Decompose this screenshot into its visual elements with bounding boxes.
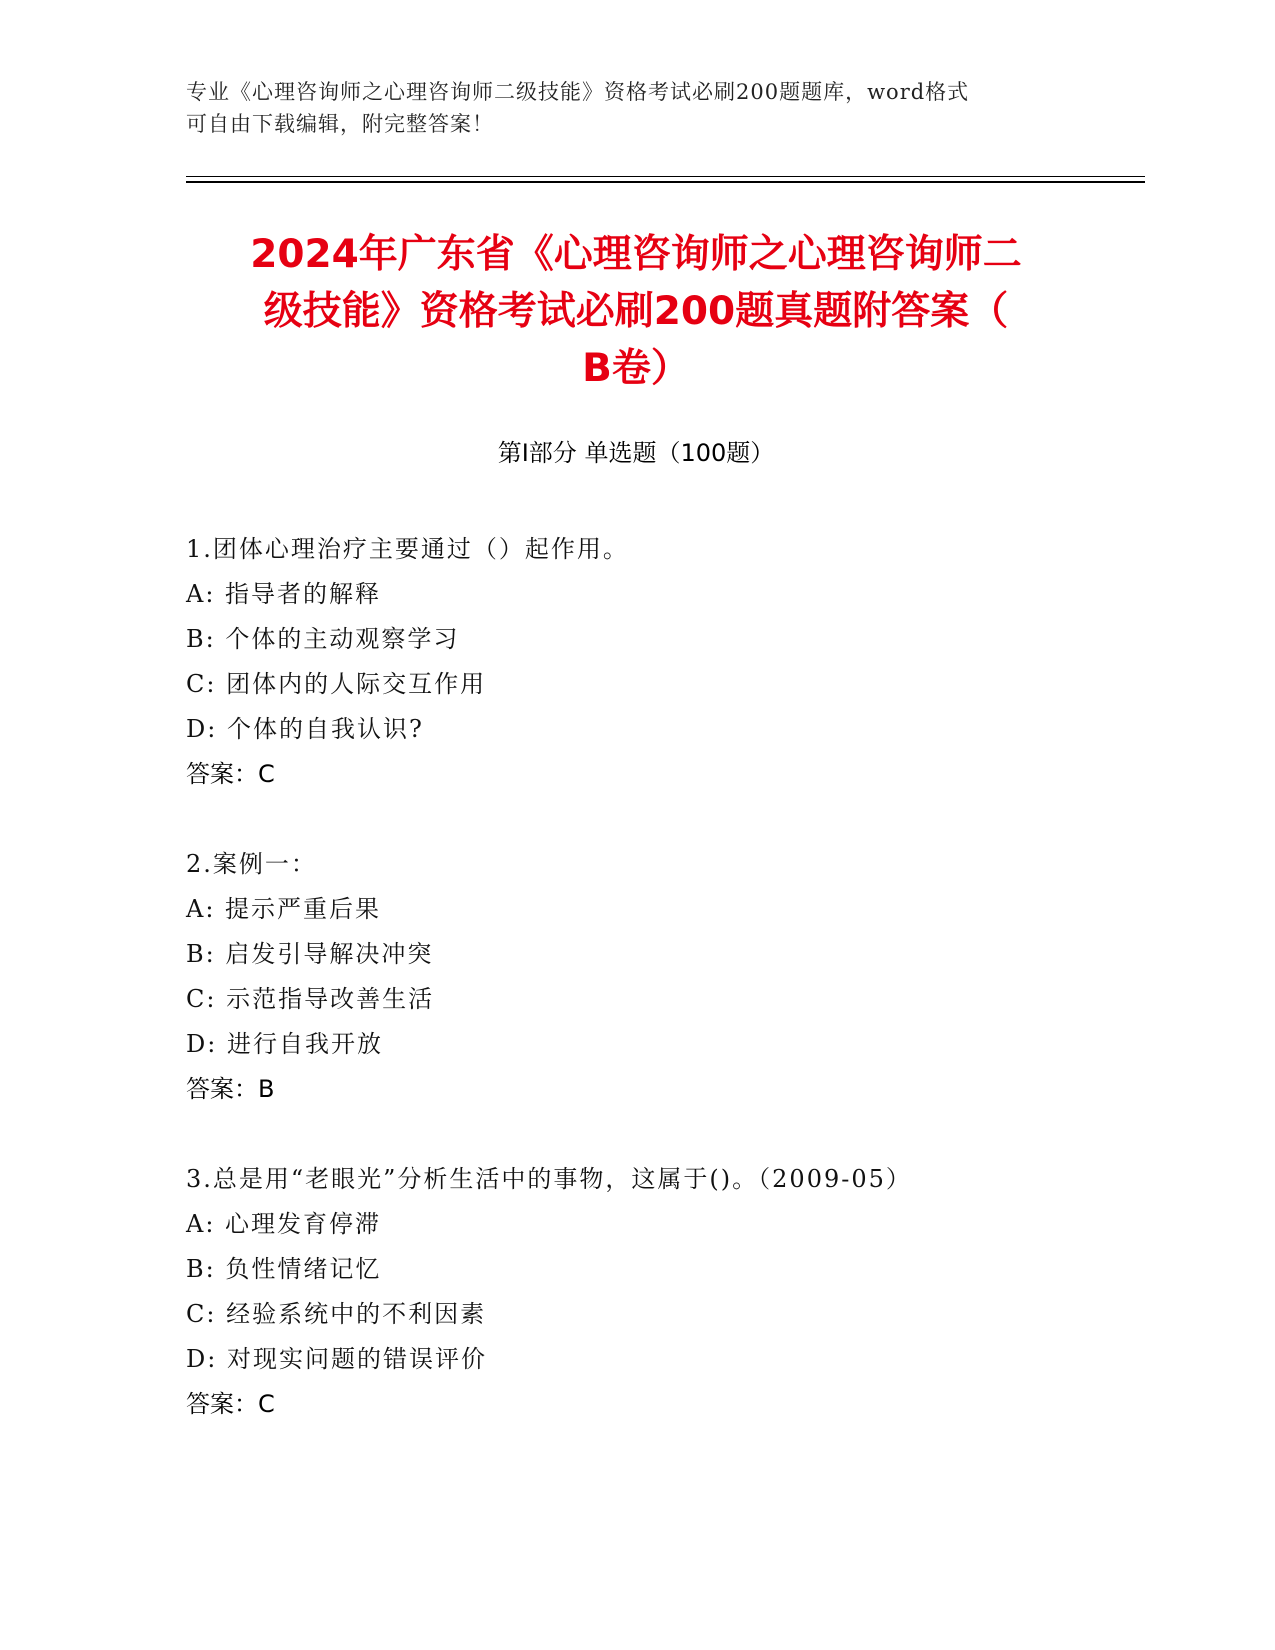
answer-line: 答案：B: [186, 1075, 275, 1103]
option-d: D: 对现实问题的错误评价: [186, 1345, 487, 1373]
header-divider-thin: [186, 176, 1145, 177]
header-note-line: 可自由下载编辑，附完整答案！: [186, 112, 494, 136]
option-b: B: 启发引导解决冲突: [186, 940, 434, 968]
option-c: C: 经验系统中的不利因素: [186, 1300, 487, 1328]
option-d: D: 进行自我开放: [186, 1030, 383, 1058]
question-stem: 3.总是用“老眼光”分析生活中的事物，这属于()。（2009-05）: [186, 1165, 912, 1193]
document-title: [186, 226, 1086, 397]
header-note: [186, 76, 1066, 140]
option-a: A: 提示严重后果: [186, 895, 382, 923]
header-divider-thick: [186, 181, 1145, 183]
answer-line: 答案：C: [186, 1390, 275, 1418]
option-a: A: 指导者的解释: [186, 580, 382, 608]
question-item: [186, 527, 1146, 797]
question-stem: 2.案例一：: [186, 850, 317, 878]
title-line: 2024年广东省《心理咨询师之心理咨询师二: [250, 232, 1022, 277]
option-d: D: 个体的自我认识?: [186, 715, 424, 743]
question-item: [186, 1157, 1146, 1427]
option-a: A: 心理发育停滞: [186, 1210, 382, 1238]
question-stem: 1.团体心理治疗主要通过（）起作用。: [186, 535, 629, 563]
option-c: C: 示范指导改善生活: [186, 985, 435, 1013]
section-heading: 第Ⅰ部分 单选题（100题）: [497, 439, 775, 467]
question-list: [186, 527, 1146, 1472]
option-c: C: 团体内的人际交互作用: [186, 670, 487, 698]
option-b: B: 负性情绪记忆: [186, 1255, 382, 1283]
title-line: 级技能》资格考试必刷200题真题附答案（: [263, 289, 1009, 334]
question-item: [186, 842, 1146, 1112]
title-line: B卷）: [582, 346, 690, 391]
header-note-line: 专业《心理咨询师之心理咨询师二级技能》资格考试必刷200题题库，word格式: [186, 80, 970, 104]
answer-line: 答案：C: [186, 760, 275, 788]
option-b: B: 个体的主动观察学习: [186, 625, 460, 653]
